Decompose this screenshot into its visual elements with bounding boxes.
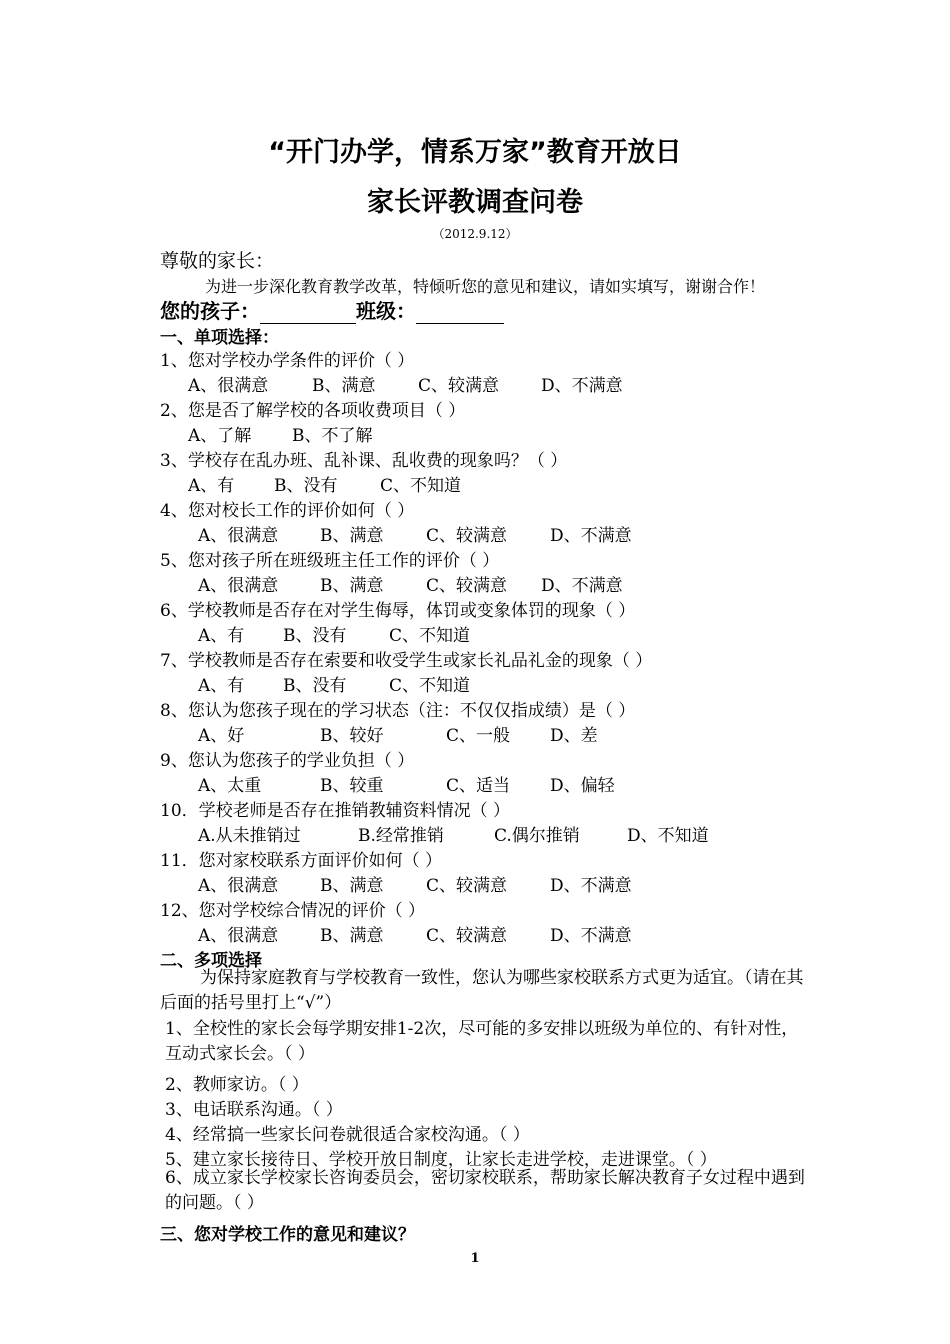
question-6: 6、学校教师是否存在对学生侮辱，体罚或变象体罚的现象（ ）	[160, 601, 636, 621]
option[interactable]: B、不了解	[292, 426, 373, 446]
option[interactable]: C、较满意	[426, 576, 508, 596]
greeting: 尊敬的家长：	[160, 250, 275, 272]
option[interactable]: B.经常推销	[358, 826, 444, 846]
option[interactable]: B、较重	[320, 776, 384, 796]
option[interactable]: A、很满意	[198, 876, 279, 896]
question-5: 5、您对孩子所在班级班主任工作的评价（ ）	[160, 551, 500, 571]
section2-item-6: 6、成立家长学校家长咨询委员会，密切家校联系，帮助家长解决教育子女过程中遇到的问题。（ ）	[165, 1168, 805, 1213]
option[interactable]: A、有	[198, 626, 245, 646]
option[interactable]: D、偏轻	[550, 776, 615, 796]
option[interactable]: D、不满意	[550, 526, 632, 546]
option[interactable]: A、太重	[198, 776, 262, 796]
option[interactable]: B、满意	[320, 526, 384, 546]
option[interactable]: C、适当	[446, 776, 511, 796]
section3-heading: 三、您对学校工作的意见和建议？	[160, 1225, 415, 1245]
option[interactable]: C、较满意	[426, 926, 508, 946]
question-3: 3、学校存在乱办班、乱补课、乱收费的现象吗？（ ）	[160, 451, 568, 471]
option[interactable]: D、不满意	[541, 576, 623, 596]
option[interactable]: B、没有	[283, 626, 347, 646]
option[interactable]: B、满意	[320, 926, 384, 946]
option[interactable]: C、较满意	[426, 526, 508, 546]
option[interactable]: B、满意	[312, 376, 376, 396]
section2-item-3: 3、电话联系沟通。（ ）	[165, 1100, 343, 1120]
option[interactable]: B、较好	[320, 726, 384, 746]
option[interactable]: B、满意	[320, 876, 384, 896]
question-10: 10．学校老师是否存在推销教辅资料情况（ ）	[160, 801, 511, 821]
option[interactable]: A、很满意	[188, 376, 269, 396]
intro-text: 为进一步深化教育教学改革，特倾听您的意见和建议，请如实填写，谢谢合作！	[205, 277, 766, 296]
option[interactable]: B、没有	[283, 676, 347, 696]
section2-item-1: 1、全校性的家长会每学期安排1-2次，尽可能的多安排以班级为单位的、有针对性，互动式家长会。（ ）	[165, 1019, 799, 1064]
option[interactable]: A、有	[188, 476, 235, 496]
option[interactable]: C、较满意	[418, 376, 500, 396]
question-7: 7、学校教师是否存在索要和收受学生或家长礼品礼金的现象（ ）	[160, 651, 653, 671]
section2-intro: 为保持家庭教育与学校教育一致性，您认为哪些家校联系方式更为适宜。（请在其后面的括号里打上“√”）	[160, 968, 804, 1013]
option[interactable]: D、不满意	[550, 876, 632, 896]
title-line-2: 家长评教调查问卷	[367, 187, 583, 218]
option[interactable]: A、了解	[188, 426, 252, 446]
title-line-1: “开门办学，情系万家”教育开放日	[268, 137, 682, 168]
option[interactable]: C、不知道	[389, 626, 471, 646]
section2-item-5: 5、建立家长接待日、学校开放日制度，让家长走进学校，走进课堂。（ ）	[165, 1150, 717, 1170]
question-1: 1、您对学校办学条件的评价（ ）	[160, 351, 415, 371]
class-label: 班级：	[356, 299, 416, 323]
question-8: 8、您认为您孩子现在的学习状态（注：不仅仅指成绩）是（ ）	[160, 701, 636, 721]
question-12: 12、您对学校综合情况的评价（ ）	[160, 901, 426, 921]
child-info-line	[160, 295, 504, 324]
option[interactable]: D、差	[550, 726, 598, 746]
section1-heading: 一、单项选择：	[160, 328, 279, 348]
class-field[interactable]	[416, 301, 504, 324]
option[interactable]: A、很满意	[198, 526, 279, 546]
question-11: 11．您对家校联系方面评价如何（ ）	[160, 851, 443, 871]
option[interactable]: C、不知道	[380, 476, 462, 496]
option[interactable]: A.从未推销过	[198, 826, 301, 846]
option[interactable]: C、一般	[446, 726, 511, 746]
section2-item-2: 2、教师家访。（ ）	[165, 1075, 309, 1095]
question-9: 9、您认为您孩子的学业负担（ ）	[160, 751, 415, 771]
option[interactable]: D、不满意	[541, 376, 623, 396]
child-name-field[interactable]	[260, 301, 356, 324]
child-label: 您的孩子：	[160, 299, 260, 323]
option[interactable]: C、不知道	[389, 676, 471, 696]
survey-date: （2012.9.12）	[432, 227, 518, 241]
option[interactable]: A、好	[198, 726, 245, 746]
option[interactable]: A、很满意	[198, 926, 279, 946]
section2-heading: 二、多项选择	[160, 951, 262, 971]
option[interactable]: B、满意	[320, 576, 384, 596]
section2-item-4: 4、经常搞一些家长问卷就很适合家校沟通。（ ）	[165, 1125, 530, 1145]
page-number: 1	[470, 1251, 480, 1266]
question-4: 4、您对校长工作的评价如何（ ）	[160, 501, 415, 521]
option[interactable]: A、有	[198, 676, 245, 696]
option[interactable]: B、没有	[274, 476, 338, 496]
question-2: 2、您是否了解学校的各项收费项目（ ）	[160, 401, 466, 421]
option[interactable]: C、较满意	[426, 876, 508, 896]
option[interactable]: D、不知道	[627, 826, 709, 846]
option[interactable]: C.偶尔推销	[494, 826, 580, 846]
option[interactable]: A、很满意	[198, 576, 279, 596]
option[interactable]: D、不满意	[550, 926, 632, 946]
